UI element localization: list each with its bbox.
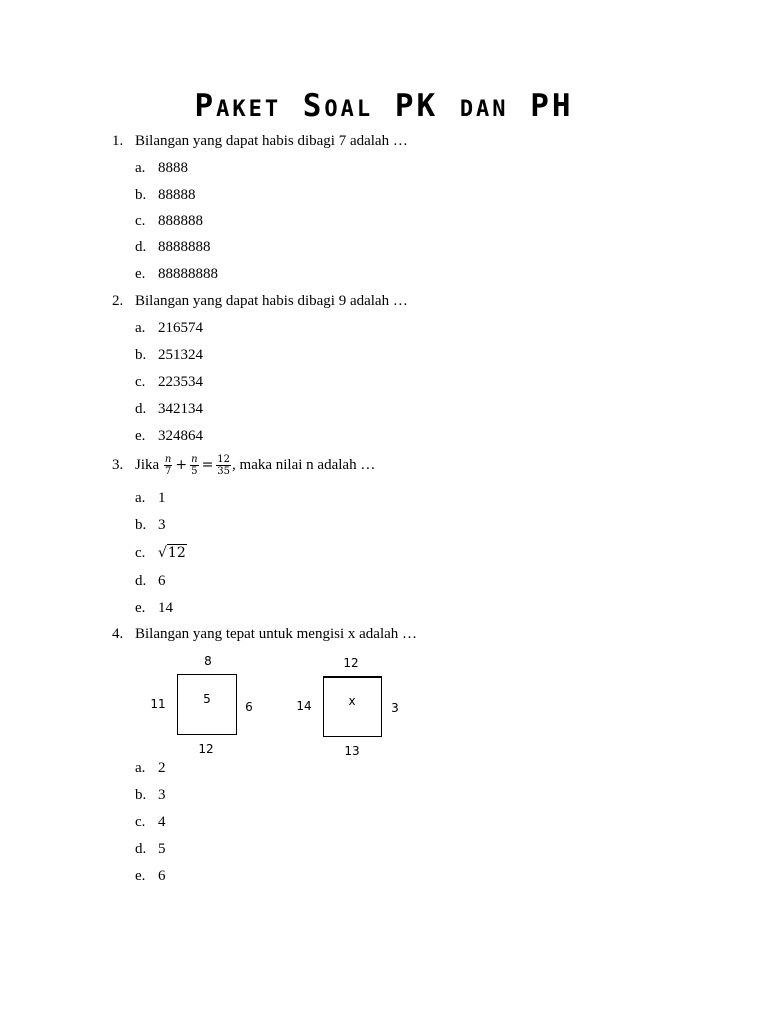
- option-4a: [135, 759, 166, 777]
- option-text: 12: [167, 545, 186, 561]
- option-1a: [135, 159, 188, 177]
- question-suffix: , maka nilai n adalah …: [232, 456, 376, 473]
- option-2c: [135, 373, 203, 391]
- page-title: Paket Soal PK dan PH: [194, 88, 574, 124]
- question-number: 4.: [112, 626, 124, 642]
- question-number: 1.: [112, 133, 124, 149]
- option-letter: c.: [135, 545, 146, 561]
- option-text: 88888888: [158, 266, 218, 282]
- option-letter: b.: [135, 787, 147, 803]
- question-number: 2.: [112, 293, 124, 309]
- option-letter: b.: [135, 347, 147, 363]
- question-3: [112, 454, 375, 477]
- question-text: Bilangan yang dapat habis dibagi 7 adalah …: [135, 133, 408, 149]
- option-2b: [135, 346, 203, 364]
- question-number: 3.: [112, 456, 124, 473]
- box2-top-label: 12: [343, 656, 359, 670]
- option-text: 216574: [158, 320, 203, 336]
- option-3c: [135, 544, 187, 562]
- box1-left-label: 11: [150, 697, 166, 711]
- option-letter: c.: [135, 213, 146, 229]
- option-1b: [135, 186, 196, 204]
- option-text: 88888: [158, 187, 196, 203]
- option-letter: e.: [135, 428, 146, 444]
- equals-sign: =: [201, 456, 214, 473]
- sqrt-symbol: √: [158, 545, 167, 561]
- option-2e: [135, 427, 203, 445]
- option-text: 14: [158, 600, 173, 616]
- box2-left-label: 14: [296, 699, 312, 713]
- box1-bottom-label: 12: [198, 742, 214, 756]
- square-root: [158, 544, 187, 562]
- option-letter: c.: [135, 374, 146, 390]
- fraction-numerator: n: [164, 454, 172, 465]
- fraction-denominator: 35: [217, 466, 231, 477]
- box2-center-label: x: [348, 694, 356, 708]
- option-text: 324864: [158, 428, 203, 444]
- option-1d: [135, 238, 211, 256]
- option-letter: a.: [135, 760, 146, 776]
- fraction-denominator: 7: [164, 466, 172, 477]
- option-2a: [135, 319, 203, 337]
- option-text: 342134: [158, 401, 203, 417]
- option-letter: a.: [135, 160, 146, 176]
- box1-center-label: 5: [203, 692, 211, 706]
- box2-right-label: 3: [391, 701, 399, 715]
- fraction-n-over-7: [164, 454, 172, 477]
- option-letter: b.: [135, 517, 147, 533]
- option-text: 3: [158, 787, 166, 803]
- question-2: [112, 292, 408, 310]
- question-prefix: Jika: [135, 456, 160, 473]
- fraction-12-over-35: [216, 454, 231, 477]
- option-4c: [135, 813, 166, 831]
- option-letter: a.: [135, 490, 146, 506]
- option-2d: [135, 400, 203, 418]
- option-1c: [135, 212, 203, 230]
- fraction-n-over-5: [190, 454, 198, 477]
- question-4: [112, 625, 417, 643]
- option-letter: d.: [135, 841, 147, 857]
- option-text: 5: [158, 841, 166, 857]
- option-3d: [135, 572, 166, 590]
- option-letter: d.: [135, 401, 147, 417]
- option-text: 888888: [158, 213, 203, 229]
- option-1e: [135, 265, 218, 283]
- option-3b: [135, 516, 166, 534]
- option-letter: e.: [135, 868, 146, 884]
- option-letter: e.: [135, 266, 146, 282]
- option-text: 6: [158, 573, 166, 589]
- fraction-numerator: n: [191, 454, 198, 465]
- box2-bottom-label: 13: [344, 744, 360, 758]
- option-text: 8888: [158, 160, 188, 176]
- option-text: 8888888: [158, 239, 211, 255]
- box1-top-label: 8: [204, 654, 212, 668]
- option-4b: [135, 786, 166, 804]
- question-text: Bilangan yang dapat habis dibagi 9 adalah …: [135, 293, 408, 309]
- plus-sign: +: [175, 456, 188, 473]
- option-3e: [135, 599, 173, 617]
- option-letter: b.: [135, 187, 147, 203]
- option-text: 223534: [158, 374, 203, 390]
- option-4d: [135, 840, 166, 858]
- option-letter: c.: [135, 814, 146, 830]
- option-4e: [135, 867, 166, 885]
- option-text: 2: [158, 760, 166, 776]
- option-letter: e.: [135, 600, 146, 616]
- option-letter: d.: [135, 573, 147, 589]
- question-1: [112, 132, 408, 150]
- option-text: 3: [158, 517, 166, 533]
- fraction-denominator: 5: [191, 466, 198, 477]
- fraction-numerator: 12: [217, 454, 231, 465]
- option-letter: d.: [135, 239, 147, 255]
- option-letter: a.: [135, 320, 146, 336]
- option-3a: [135, 489, 166, 507]
- option-text: 1: [158, 490, 166, 506]
- option-text: 6: [158, 868, 166, 884]
- option-text: 251324: [158, 347, 203, 363]
- question-text: Bilangan yang tepat untuk mengisi x adalah …: [135, 626, 418, 642]
- option-text: 4: [158, 814, 166, 830]
- box1-right-label: 6: [245, 700, 253, 714]
